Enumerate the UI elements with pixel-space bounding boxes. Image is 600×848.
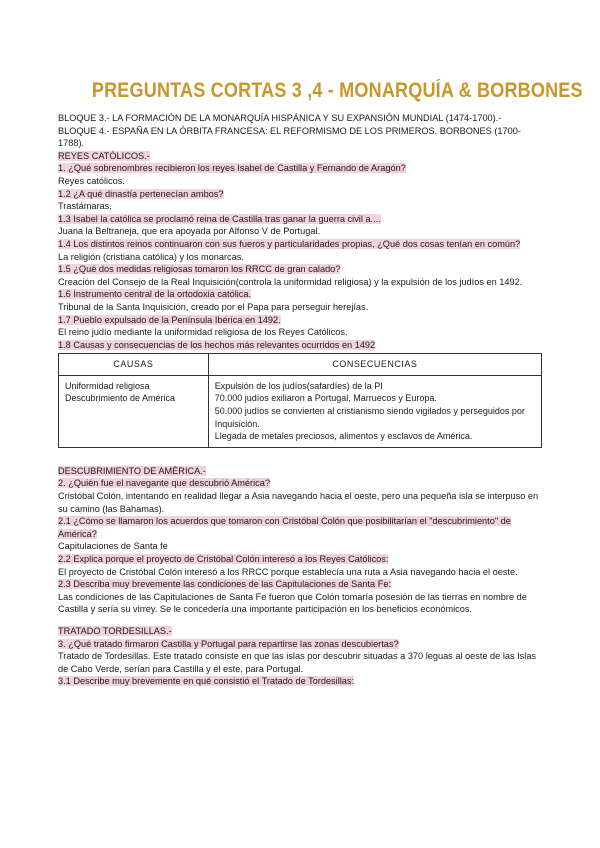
answer-2-3: Las condiciones de las Capitulaciones de Santa Fe fueron que Colón tomaría posesión de las tierras en nombre de Castilla y sería su virrey. Se le concedería una importante participación en los beneficios económicos. bbox=[58, 591, 527, 615]
consequences-cell bbox=[208, 375, 541, 447]
answer-1-2: Trastámaras. bbox=[58, 201, 112, 212]
question-1-7: 1.7 Pueblo expulsado de la Península Ibérica en 1492. bbox=[58, 314, 281, 325]
question-2-1: 2.1 ¿Cómo se llamaron los acuerdos que tomaron con Cristóbal Colón que posibilitarían el "descubrimiento" de América? bbox=[58, 516, 511, 539]
section-heading-descubrimiento: DESCUBRIMIENTO DE AMÉRICA.- bbox=[58, 465, 206, 476]
question-1-3: 1.3 Isabel la católica se proclamó reina de Castilla tras ganar la guerra civil a.... bbox=[58, 213, 381, 224]
answer-2-2: El proyecto de Cristóbal Colón interesó a los RRCC porque establecía una ruta a Asia navegando hacia el oeste. bbox=[58, 566, 518, 577]
answer-2: Cristóbal Colón, intentando en realidad llegar a Asia navegando hacia el oeste, pero una pequeña isla se interpuso en su camino (las Bahamas). bbox=[58, 491, 539, 514]
cause-item: Descubrimiento de América bbox=[65, 393, 176, 404]
answer-1-7: El reino judío mediante la uniformidad religiosa de los Reyes Católicos. bbox=[58, 327, 348, 338]
section-heading-tordesillas: TRATADO TORDESILLAS.- bbox=[58, 625, 172, 636]
question-2: 2. ¿Quién fue el navegante que descubrió América? bbox=[58, 478, 270, 489]
answer-1-4: La religión (cristiana católica) y los monarcas. bbox=[58, 251, 244, 262]
consequence-item: Llegada de metales preciosos, alimentos y esclavos de América. bbox=[214, 431, 473, 442]
page-title: PREGUNTAS CORTAS 3 ,4 - MONARQUÍA & BORBONES bbox=[91, 79, 583, 102]
consequence-item: 70.000 judíos exiliaron a Portugal, Marruecos y Europa. bbox=[214, 393, 437, 404]
question-1-4: 1.4 Los distintos reinos continuaron con sus fueros y particularidades propias, ¿Qué dos cosas tenían en común? bbox=[58, 238, 521, 249]
consequence-item: Expulsión de los judíos(safardíes) de la PI bbox=[214, 380, 383, 391]
answer-1-5: Creación del Consejo de la Real Inquisición(controla la uniformidad religiosa) y la expulsión de los judíos en 1492. bbox=[58, 276, 523, 287]
question-2-3: 2.3 Describa muy brevemente las condiciones de las Capitulaciones de Santa Fe: bbox=[58, 579, 391, 590]
table-row bbox=[59, 375, 542, 447]
answer-2-1: Capitulaciones de Santa fe bbox=[58, 541, 168, 552]
table-header-causas: CAUSAS bbox=[59, 354, 209, 376]
causes-cell bbox=[59, 375, 209, 447]
answer-1: Reyes católicos. bbox=[58, 175, 125, 186]
question-1: 1. ¿Qué sobrenombres recibieron los reyes Isabel de Castilla y Fernando de Aragón? bbox=[58, 163, 406, 174]
question-1-8: 1.8 Causas y consecuencias de los hechos más relevantes ocurridos en 1492 bbox=[58, 339, 376, 350]
causes-consequences-table bbox=[58, 353, 542, 448]
question-3: 3. ¿Qué tratado firmaron Castilla y Portugal para repartirse las zonas descubiertas? bbox=[58, 638, 399, 649]
consequence-item: 50.000 judíos se convierten al cristianismo siendo vigilados y perseguidos por Inquisición. bbox=[214, 406, 525, 429]
answer-1-3: Juana la Beltraneja, que era apoyada por Alfonso V de Portugal. bbox=[58, 226, 321, 237]
question-1-2: 1.2 ¿A qué dinastía pertenecían ambos? bbox=[58, 188, 224, 199]
cause-item: Uniformidad religiosa bbox=[65, 380, 150, 391]
question-1-5: 1.5 ¿Qué dos medidas religiosas tomaron los RRCC de gran calado? bbox=[58, 264, 341, 275]
question-3-1: 3.1 Describe muy brevemente en qué consistió el Tratado de Tordesillas: bbox=[58, 676, 355, 687]
answer-1-6: Tribunal de la Santa Inquisición, creado por el Papa para perseguir herejías. bbox=[58, 301, 369, 312]
question-2-2: 2.2 Explica porque el proyecto de Cristóbal Colón interesó a los Reyes Católicos: bbox=[58, 554, 389, 564]
question-1-6: 1.6 Instrumento central de la ortodoxia católica. bbox=[58, 289, 252, 300]
section-heading-reyes: REYES CATÓLICOS.- bbox=[58, 150, 150, 161]
document-body bbox=[58, 112, 542, 688]
intro-block-4: BLOQUE 4.- ESPAÑA EN LA ÓRBITA FRANCESA: EL REFORMISMO DE LOS PRIMEROS. BORBONES (1700-1788). bbox=[58, 125, 521, 149]
answer-3: Tratado de Tordesillas. Este tratado consiste en que las islas por descubrir situadas a 370 leguas al oeste de las Islas de Cabo Verde, serían para Castilla y el este, para Portugal. bbox=[58, 651, 537, 674]
intro-block-3: BLOQUE 3.- LA FORMACIÓN DE LA MONARQUÍA HISPÁNICA Y SU EXPANSIÓN MUNDIAL (1474-1700).- bbox=[58, 113, 502, 123]
table-header-consecuencias: CONSECUENCIAS bbox=[208, 354, 541, 376]
